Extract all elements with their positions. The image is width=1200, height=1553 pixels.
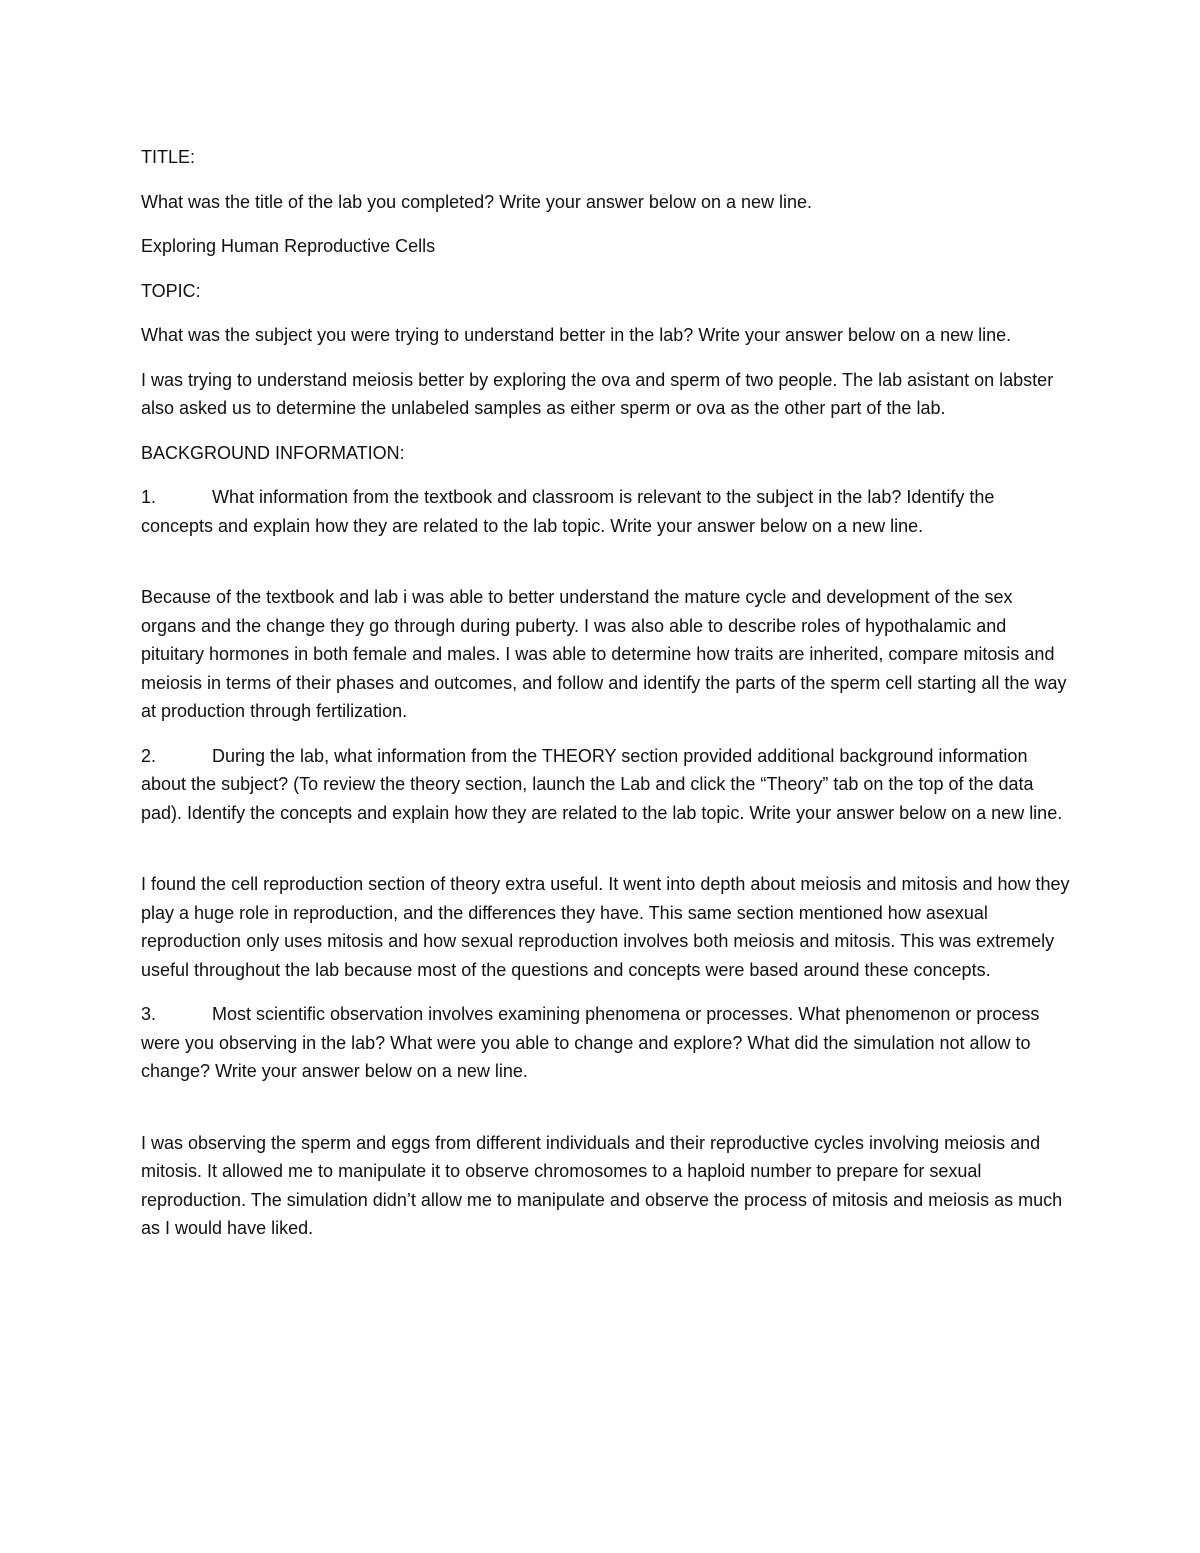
question-text: Most scientific observation involves examining phenomena or processes. What phenomenon or process were you observing in the lab? What were you able to change and explore? What did the simulation not allow to change? Write your answer below on a new line. bbox=[141, 1004, 1040, 1081]
question-number: 1. bbox=[141, 487, 157, 507]
background-answer-2: I found the cell reproduction section of theory extra useful. It went into depth about meiosis and mitosis and how they play a huge role in reproduction, and the differences they have. This same section mentioned how asexual reproduction only uses mitosis and how sexual reproduction involves both meiosis and mitosis. This was extremely useful throughout the lab because most of the questions and concepts were based around these concepts. bbox=[141, 874, 1070, 980]
blank-line bbox=[141, 1102, 1071, 1129]
title-answer: Exploring Human Reproductive Cells bbox=[141, 236, 436, 256]
background-heading: BACKGROUND INFORMATION: bbox=[141, 442, 405, 463]
question-number: 2. bbox=[141, 745, 157, 766]
background-question-3 bbox=[141, 1000, 1071, 1086]
background-question-1 bbox=[141, 483, 1071, 540]
question-text: During the lab, what information from the THEORY section provided additional background information about the subject? (To review the theory section, launch the Lab and click the “Theory” tab on the top of the data pad). Identify the concepts and explain how they are related to the lab topic. Write your answer below on a new line. bbox=[141, 745, 1063, 823]
topic-question: What was the subject you were trying to understand better in the lab? Write your answer below on a new line. bbox=[141, 325, 1012, 345]
title-heading: TITLE: bbox=[141, 147, 196, 167]
topic-answer: I was trying to understand meiosis better by exploring the ova and sperm of two people. The lab asistant on labster also asked us to determine the unlabeled samples as either sperm or ova as the other part of the lab. bbox=[141, 369, 1054, 418]
background-question-2 bbox=[141, 742, 1071, 828]
question-number: 3. bbox=[141, 1004, 157, 1024]
blank-line bbox=[141, 556, 1071, 583]
topic-heading: TOPIC: bbox=[141, 280, 201, 301]
background-answer-1: Because of the textbook and lab i was able to better understand the mature cycle and development of the sex organs and the change they go through during puberty. I was also able to describe roles of hypothalamic and pituitary hormones in both female and males. I was able to determine how traits are inherited, compare mitosis and meiosis in terms of their phases and outcomes, and follow and identify the parts of the sperm cell starting all the way at production through fertilization. bbox=[141, 587, 1067, 721]
question-text: What information from the textbook and classroom is relevant to the subject in the lab? Identify the concepts and explain how they are related to the lab topic. Write your answer below on a new line. bbox=[141, 487, 995, 536]
title-question: What was the title of the lab you completed? Write your answer below on a new line. bbox=[141, 191, 813, 212]
background-answer-3: I was observing the sperm and eggs from different individuals and their reproductive cycles involving meiosis and mitosis. It allowed me to manipulate it to observe chromosomes to a haploid number to prepare for sexual reproduction. The simulation didn’t allow me to manipulate and observe the process of mitosis and meiosis as much as I would have liked. bbox=[141, 1132, 1063, 1238]
blank-line bbox=[141, 843, 1071, 870]
document-page bbox=[141, 143, 1071, 1259]
